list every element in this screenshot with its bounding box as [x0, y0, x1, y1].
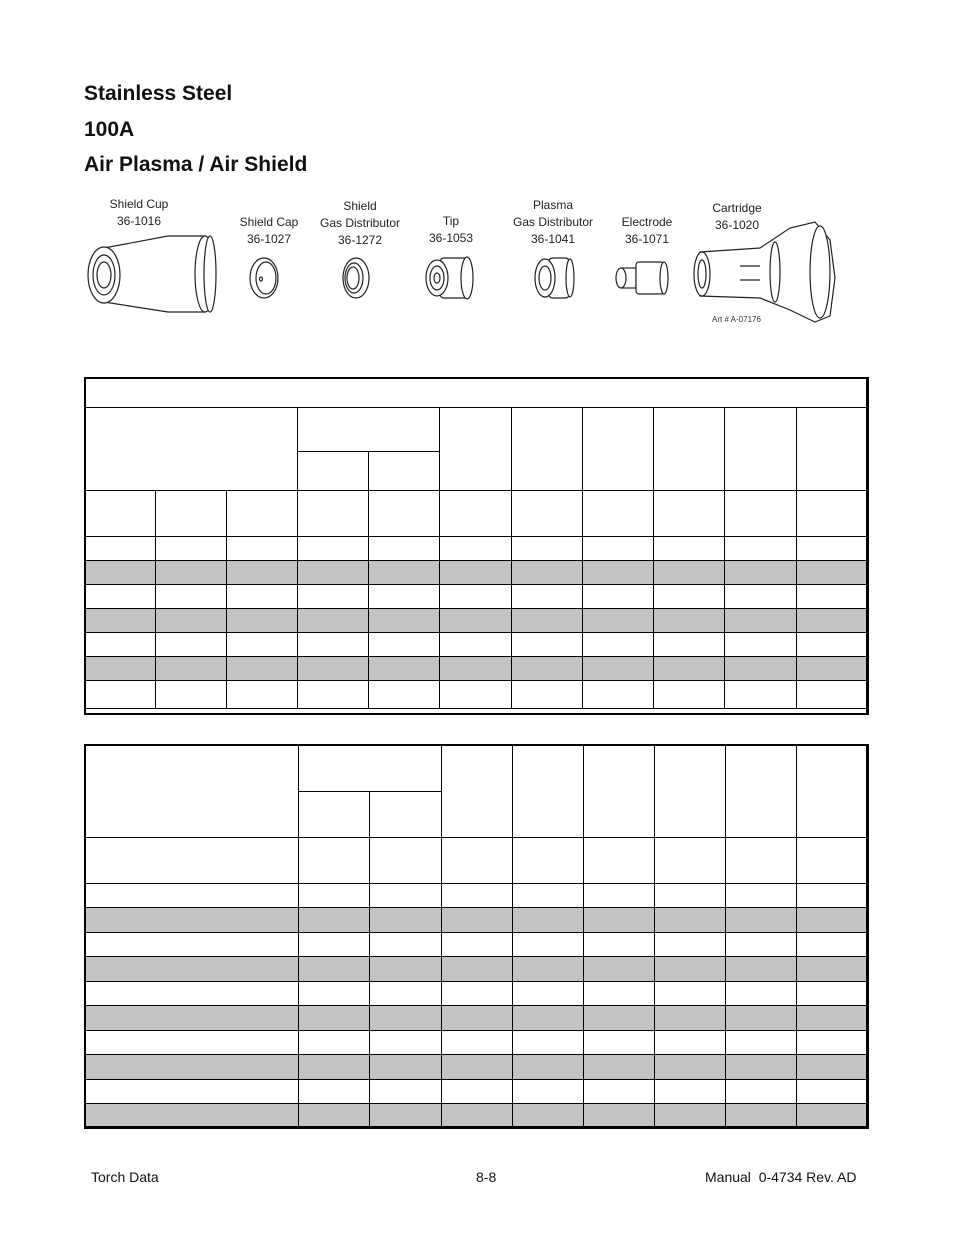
consumable-parts-illustration [0, 0, 954, 340]
header-cell [725, 408, 797, 491]
header-cell [584, 838, 655, 884]
cut-chart-table-inch [84, 377, 869, 709]
header-cell [440, 408, 512, 491]
part-label-shield-cap: Shield Cap 36-1027 [239, 215, 299, 246]
header-cell [299, 838, 370, 884]
header-cell [227, 491, 298, 537]
header-cell [299, 745, 442, 792]
heading-amperage: 100A [84, 118, 135, 141]
header-cell [725, 491, 797, 537]
header-cell [513, 838, 584, 884]
header-cell [797, 838, 869, 884]
table-row [85, 1055, 869, 1080]
shield-cap-image [250, 258, 278, 298]
header-cell [442, 838, 513, 884]
header-cell [369, 452, 440, 491]
table-row [85, 561, 869, 585]
art-number: Art # A-07176 [712, 315, 761, 324]
header-cell [797, 491, 869, 537]
header-cell [442, 745, 513, 838]
footer-section-title: Torch Data [91, 1169, 159, 1185]
cartridge-image [694, 222, 835, 322]
table-row [85, 908, 869, 933]
header-cell [512, 408, 583, 491]
header-cell [654, 491, 725, 537]
part-label-shield-gas-distributor: Shield Gas Distributor 36-1272 [319, 199, 401, 247]
heading-material: Stainless Steel [84, 82, 233, 105]
part-label-tip: Tip 36-1053 [428, 214, 474, 245]
header-cell [298, 452, 369, 491]
table-row [85, 609, 869, 633]
part-label-shield-cup: Shield Cup 36-1016 [109, 197, 169, 228]
table-row [85, 681, 869, 709]
tip-image [426, 257, 473, 299]
header-cell [512, 491, 583, 537]
header-cell [513, 745, 584, 838]
header-cell [299, 792, 370, 838]
header-cell [655, 838, 726, 884]
header-cell [440, 491, 512, 537]
table-row [85, 884, 869, 908]
table-row [85, 657, 869, 681]
table-row [85, 1006, 869, 1031]
part-label-plasma-gas-distributor: Plasma Gas Distributor 36-1041 [512, 198, 594, 246]
table-row [85, 585, 869, 609]
table-row [85, 1104, 869, 1127]
table-row [85, 957, 869, 982]
table-row [85, 633, 869, 657]
header-cell [85, 408, 298, 491]
table-title-row [85, 378, 869, 408]
header-cell [370, 792, 442, 838]
header-cell [298, 491, 369, 537]
table-row [85, 982, 869, 1006]
header-cell [584, 745, 655, 838]
table-row [85, 1080, 869, 1104]
shield-cup-image [88, 236, 216, 312]
header-cell [369, 491, 440, 537]
header-cell [370, 838, 442, 884]
table-row [85, 537, 869, 561]
header-cell [85, 491, 156, 537]
header-cell [654, 408, 725, 491]
header-cell [726, 745, 797, 838]
header-cell [583, 408, 654, 491]
header-cell [298, 408, 440, 452]
header-cell [726, 838, 797, 884]
header-cell [156, 491, 227, 537]
shield-gas-distributor-image [343, 258, 369, 298]
header-cell [583, 491, 654, 537]
header-cell [655, 745, 726, 838]
header-cell [797, 408, 869, 491]
footer-manual-number: Manual 0-4734 Rev. AD [705, 1169, 857, 1185]
cut-chart-table-metric [84, 744, 869, 1127]
footer-page-number: 8-8 [476, 1169, 497, 1185]
electrode-image [616, 262, 668, 294]
header-cell [85, 745, 299, 838]
header-cell [797, 745, 869, 838]
table-row [85, 1031, 869, 1055]
part-label-cartridge: Cartridge 36-1020 [712, 201, 762, 232]
table-row [85, 933, 869, 957]
part-label-electrode: Electrode 36-1071 [621, 215, 673, 246]
heading-gas: Air Plasma / Air Shield [84, 153, 308, 176]
header-cell [85, 838, 299, 884]
plasma-gas-distributor-image [535, 258, 574, 298]
